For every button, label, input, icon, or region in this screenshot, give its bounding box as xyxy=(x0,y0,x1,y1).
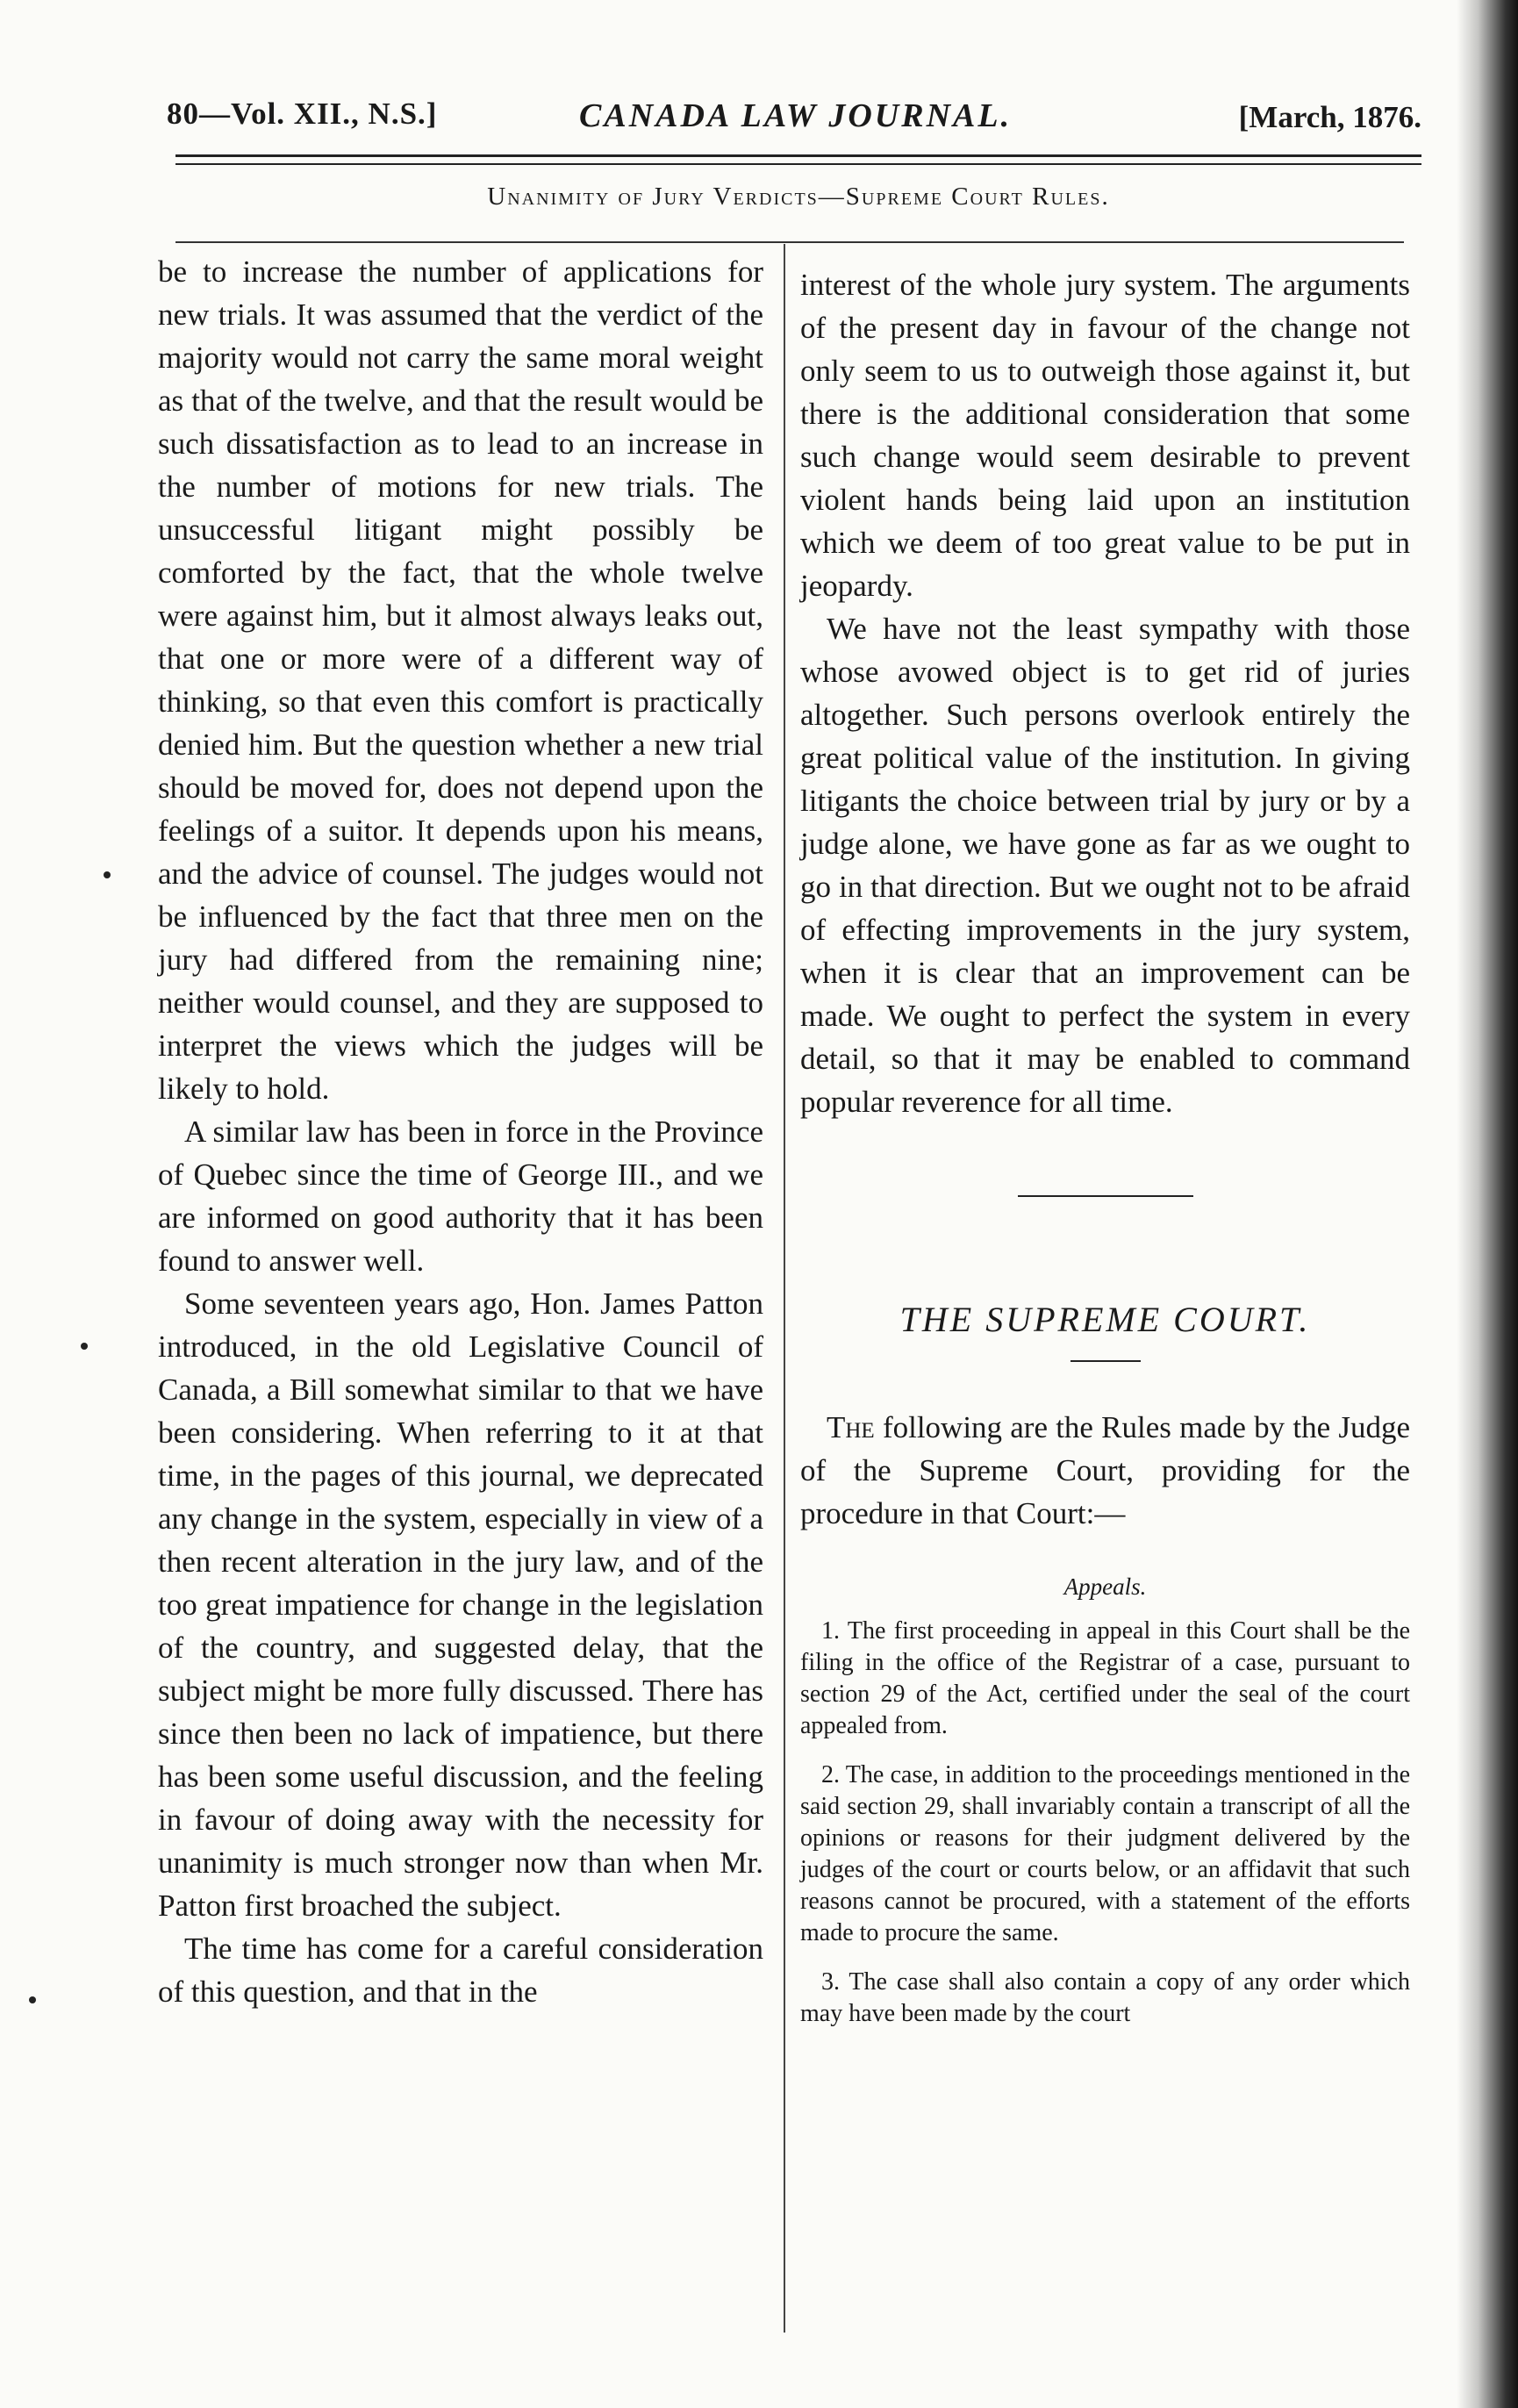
section-separator xyxy=(1018,1195,1193,1197)
paragraph: interest of the whole jury system. The arguments of the present day in favour of the change not only seem to us to outweigh those against it, but there is the additional consideration that some such change would seem desirable to prevent violent hands being laid upon an institution which we deem of too great value to be put in jeopardy. xyxy=(800,268,1410,603)
paragraph: be to increase the number of applications for new trials. It was assumed that the verdict of the majority would not carry the same moral weight as that of the twelve, and that the result would be such dissatisfaction as to lead to an increase in the number of motions for new trials. The unsuccessful litigant might possibly be comforted by the fact, that the whole twelve were against him, but it almost always leaks out, that one or more were of a different way of thinking, so that even this comfort is practically denied him. But the question whether a new trial should be moved for, does not depend upon the feelings of a suitor. It depends upon his means, and the advice of counsel. The judges would not be influenced by the fact that three men on the jury had differed from the remaining nine; neither would counsel, and they are supposed to interpret the views which the judges will be likely to hold. xyxy=(158,254,763,1106)
header-rule-thick xyxy=(175,154,1421,157)
left-column xyxy=(158,250,763,2013)
rule-item: 3. The case shall also contain a copy of any order which may have been made by the court xyxy=(800,1968,1410,2027)
issue-date: [March, 1876. xyxy=(1238,100,1421,134)
paragraph: A similar law has been in force in the Province of Quebec since the time of George III., and we are informed on good authority that it has been found to answer well. xyxy=(158,1114,763,1278)
page-header xyxy=(167,97,1421,149)
journal-title: CANADA LAW JOURNAL. xyxy=(579,97,1013,134)
column-divider xyxy=(784,244,785,2333)
margin-mark xyxy=(104,871,111,878)
page-edge-shadow xyxy=(1457,0,1518,2408)
margin-mark xyxy=(81,1343,88,1350)
margin-mark xyxy=(29,1996,36,2003)
paragraph: Some seventeen years ago, Hon. James Patton introduced, in the old Legislative Council of Canada, a Bill somewhat similar to that we have been considering. When referring to it at that time, in the pages of this journal, we deprecated any change in the system, especially in view of a then recent alteration in the jury law, and of the too great impatience for change in the legislation of the country, and suggested delay, that the subject might be more fully discussed. There has since then been no lack of impatience, but there has been some useful discussion, and the feeling in favour of doing away with the necessity for unanimity is much stronger now than when Mr. Patton first broached the subject. xyxy=(158,1286,763,1923)
paragraph: We have not the least sympathy with those whose avowed object is to get rid of juries altogether. Such persons overlook entirely the great political value of the institution. In giving litigants the choice between trial by jury or by a judge alone, we have gone as far as we ought to go in that direction. But we ought not to be afraid of effecting improvements in the jury system, when it is clear that an improvement can be made. We ought to perfect the system in every detail, so that it may be enabled to command popular reverence for all time. xyxy=(800,612,1410,1119)
page-reference: 80—Vol. XII., N.S.] xyxy=(167,97,438,131)
running-head: Unanimity of Jury Verdicts—Supreme Court Rules. xyxy=(487,183,1110,211)
header-rule-thin xyxy=(175,163,1421,165)
rule-item: 2. The case, in addition to the proceedings mentioned in the said section 29, shall invariably contain a transcript of all the opinions or reasons for their judgment delivered by the judges of the court or courts below, or an affidavit that such reasons cannot be procured, with a statement of the efforts made to procure the same. xyxy=(800,1761,1410,1946)
rule-item: 1. The first proceeding in appeal in this Court shall be the filing in the office of the Registrar of a case, pursuant to section 29 of the Act, certified under the seal of the court appealed from. xyxy=(800,1617,1410,1739)
intro-paragraph xyxy=(800,1406,1410,1535)
section-title: THE SUPREME COURT. xyxy=(899,1300,1311,1339)
right-column xyxy=(800,263,1410,2047)
intro-text: following are the Rules made by the Judge of the Supreme Court, providing for the procedure in that Court:— xyxy=(800,1410,1410,1530)
rules-list xyxy=(800,1616,1410,2030)
title-rule xyxy=(1070,1360,1141,1362)
paragraph: The time has come for a careful consideration of this question, and that in the xyxy=(158,1931,763,2009)
intro-lead: The xyxy=(827,1410,875,1444)
appeals-heading: Appeals. xyxy=(1063,1573,1147,1600)
running-head-rule xyxy=(175,241,1404,243)
